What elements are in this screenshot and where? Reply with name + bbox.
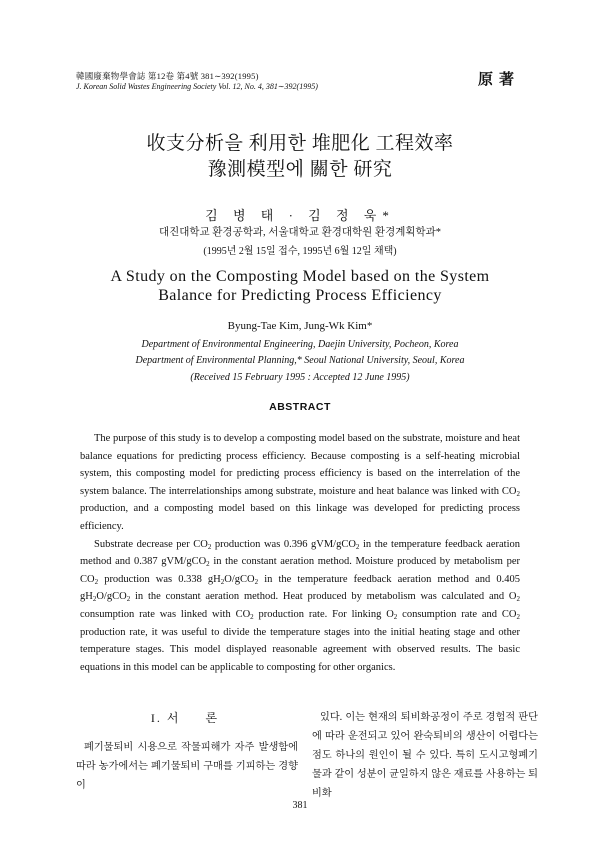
abstract-heading: ABSTRACT (269, 401, 331, 413)
korean-title-line2: 豫測模型에 關한 研究 (207, 159, 393, 180)
article-type-badge: 原著 (478, 72, 521, 88)
english-received-date: (Received 15 February 1995 : Accepted 12 June 1995) (190, 372, 410, 383)
korean-received-date: (1995년 2월 15일 접수, 1995년 6월 12일 채택) (203, 246, 397, 257)
journal-header-english: J. Korean Solid Wastes Engineering Society Vol. 12, No. 4, 381∼392(1995) (76, 82, 318, 91)
english-title-line1: A Study on the Composting Model based on the System (110, 268, 490, 285)
korean-authors: 김 병 태 · 김 정 욱* (205, 208, 395, 223)
english-title-line2: Balance for Predicting Process Efficiency (158, 287, 442, 304)
abstract-paragraph-2: Substrate decrease per $CO_2$ production was 0.396 gVM/gCO$_2$ in the temperature feedback aeration method and 0.387 gVM/gCO$_2$ in the constant aeration method. Moisture produced by metabolism per $CO_2$ production was 0.338 $gH_2O/gCO_2$ in the temperature feedback aeration method and 0.405 $gH_2O/gCO_2$ in the constant aeration method. Heat produced by metabolism was calculated and $O_2$ consumption rate was linked with $CO_2$ production rate. For linking $O_2$ consumption rate and $CO_2$ production rate, it was useful to divide the temperature stages into the initial heating stage and other temperature stages. This model displayed reasonable agreement with observed results. The basic equations in this model can be applicable to composting for other organics. (80, 538, 521, 673)
section-heading-introduction: I. 서 론 (150, 711, 220, 725)
intro-right-column-text: 있다. 이는 현재의 퇴비화공정이 주로 경험적 판단에 따라 운전되고 있어 완숙퇴비의 생산이 어렵다는 점도 하나의 원인이 될 수 있다. 특히 도시고형폐기물과 같이 성분이 균일하지 않은 재료를 사용하는 퇴비화 (312, 712, 538, 799)
korean-title-line1: 收支分析을 利用한 堆肥化 工程效率 (146, 133, 454, 154)
english-affiliation-line1: Department of Environmental Engineering, Daejin University, Pocheon, Korea (141, 339, 459, 350)
abstract-paragraph-1: The purpose of this study is to develop a composting model based on the substrate, moisture and heat balance equations for predicting process efficiency. Because composting is a self-heating microbial system, this composting model for predicting process efficiency is based on the interrelation of the system balance. The interrelationships among substrate, moisture and heat balance was linked with $CO_2$ production, and a composting model based on this linkage was developed for predicting process efficiency. (80, 433, 520, 532)
intro-left-column-text: 폐기물퇴비 시용으로 작물피해가 자주 발생함에 따라 농가에서는 폐기물퇴비 구매를 기피하는 경향이 (76, 742, 298, 791)
korean-affiliation: 대진대학교 환경공학과, 서울대학교 환경대학원 환경계획학과* (158, 227, 442, 238)
page-number: 381 (292, 800, 308, 811)
journal-header-korean: 韓國廢棄物學會誌 第12卷 第4號 381∼392(1995) (76, 71, 259, 81)
abstract-body (80, 430, 520, 676)
english-authors: Byung-Tae Kim, Jung-Wk Kim* (227, 320, 373, 332)
english-affiliation-line2: Department of Environmental Planning,* Seoul National University, Seoul, Korea (135, 355, 465, 366)
